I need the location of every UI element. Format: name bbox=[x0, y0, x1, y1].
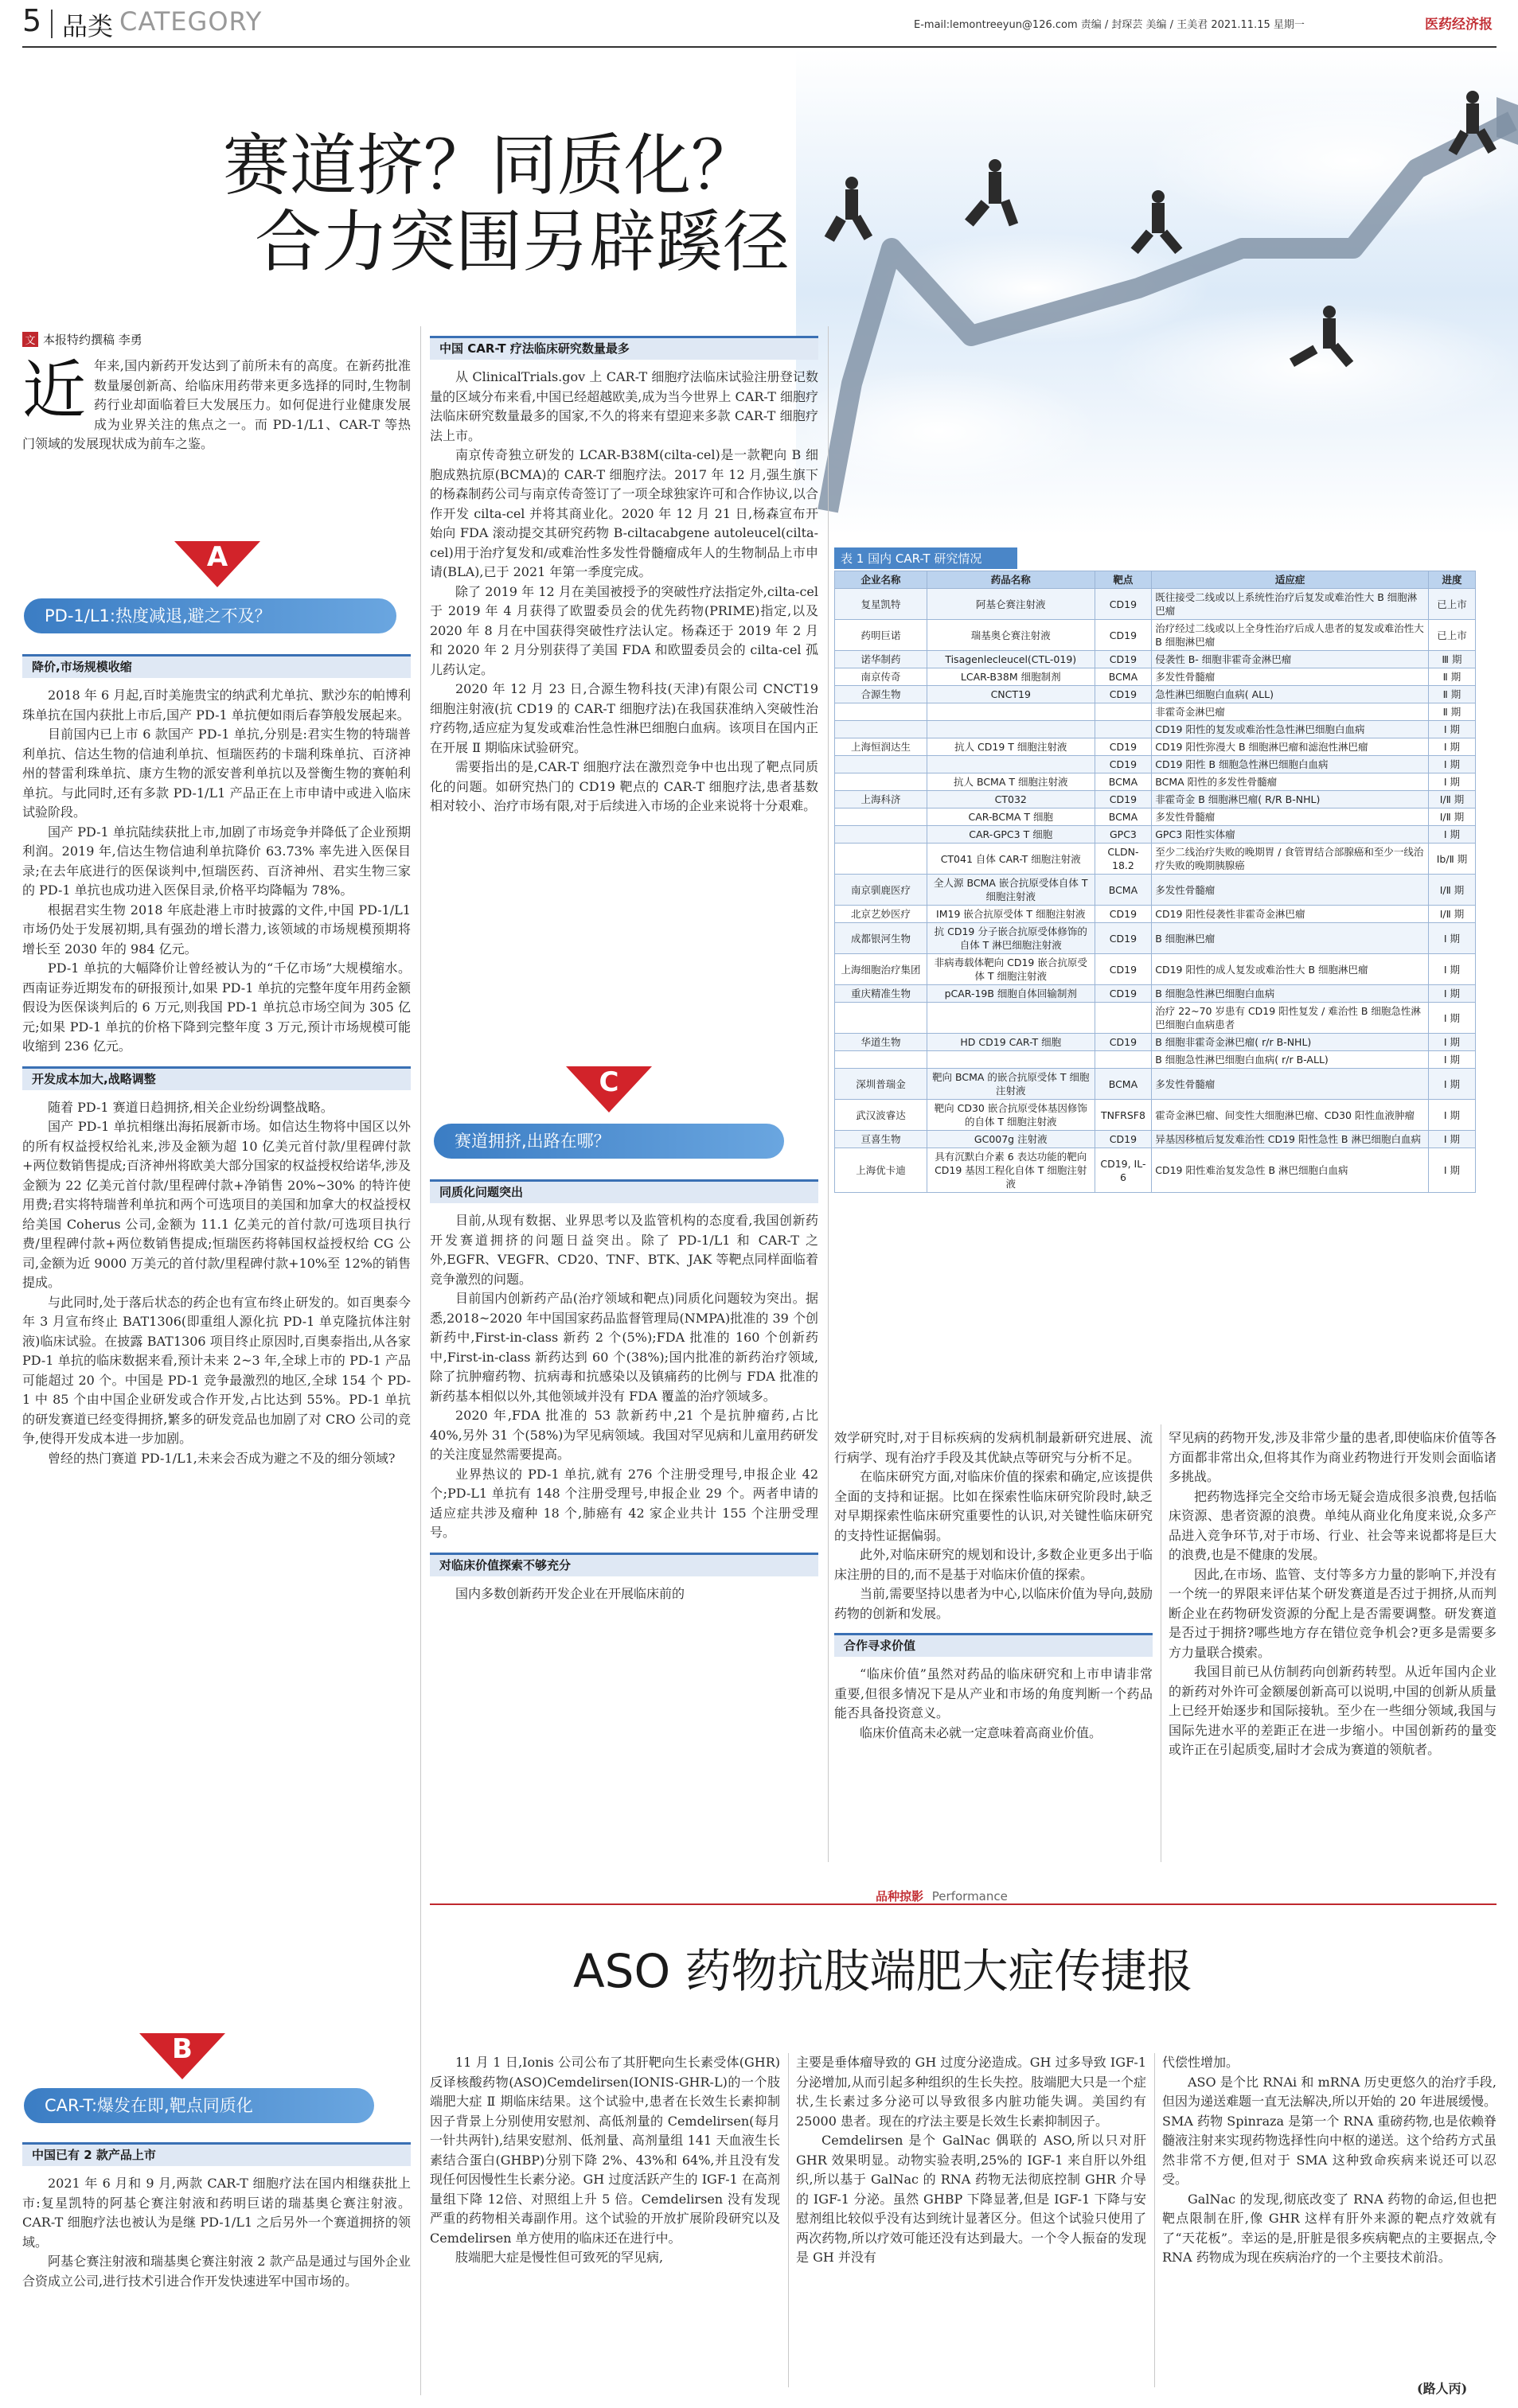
table-cell: pCAR-19B 细胞自体回输制剂 bbox=[927, 985, 1095, 1003]
paragraph: 除了 2019 年 12 月在美国被授予的突破性疗法指定外,cilta-cel 于 2019 年 4 月获得了欧盟委员会的优先药物(PRIME)指定,以及 2020 年 8 月在中国获得突破性疗法认定。杨森还于 2019 年 2 月和 2020 年 2 月分别获得了美国 FDA 和欧盟委员会的 cilta-cel 孤儿药认定。 bbox=[430, 583, 818, 677]
table-cell: 上海科济 bbox=[835, 791, 927, 809]
table-cell bbox=[835, 844, 927, 875]
section-name-cn: 品类 bbox=[62, 11, 114, 41]
headline bbox=[223, 127, 939, 280]
table-cell bbox=[1095, 1003, 1152, 1034]
table-cell bbox=[927, 1051, 1095, 1069]
table-cell: 多发性骨髓瘤 bbox=[1152, 668, 1429, 686]
paragraph: GalNac 的发现,彻底改变了 RNA 药物的命运,但也把靶点限制在肝,像 GHR 这样有肝外来源的靶点疗效就有了“天花板”。幸运的是,肝脏是很多疾病靶点的主要据点,令 RNA 药物成为现在疾病治疗的一个主要技术前沿。 bbox=[1162, 2191, 1497, 2265]
table-cell: 多发性骨髓瘤 bbox=[1152, 1069, 1429, 1100]
column-1 bbox=[22, 645, 411, 1862]
table-cell: 抗 CD19 分子嵌合抗原受体修饰的自体 T 淋巴细胞注射液 bbox=[927, 923, 1095, 954]
table-cell: CD19, IL-6 bbox=[1095, 1148, 1152, 1193]
table-cell: 靶向 BCMA 的嵌合抗原受体 T 细胞注射液 bbox=[927, 1069, 1095, 1100]
paragraph: 阿基仑赛注射液和瑞基奥仑赛注射液 2 款产品是通过与国外企业合资成立公司,进行技术引进合作开发快速进军中国市场的。 bbox=[22, 2254, 411, 2289]
paragraph: 曾经的热门赛道 PD-1/L1,未来会否成为避之不及的细分领域? bbox=[48, 1450, 396, 1466]
aso-headline: ASO 药物抗肢端肥大症传捷报 bbox=[573, 1944, 1193, 1998]
table-cell: CT041 自体 CAR-T 细胞注射液 bbox=[927, 844, 1095, 875]
table-cell: CD19 bbox=[1095, 954, 1152, 985]
table-cell: Ⅰ 期 bbox=[1428, 738, 1475, 756]
aso-tag bbox=[876, 1888, 1008, 1904]
table-cell bbox=[1095, 703, 1152, 721]
paragraph: 我国目前已从仿制药向创新药转型。从近年国内企业的新药对外许可金额屡创新高可以说明,中国的创新从质量上已经开始逐步和国际接轨。至少在一些细分领域,我国与国际先进水平的差距正在进一步缩小。中国创新药的量变或许正在引起质变,届时才会成为赛道的领航者。 bbox=[1169, 1664, 1497, 1757]
byline-text: 本报特约撰稿 李勇 bbox=[43, 333, 142, 347]
table-cell: GPC3 阳性实体瘤 bbox=[1152, 826, 1429, 844]
table-cell: 既往接受二线或以上系统性治疗后复发或难治性大 B 细胞淋巴瘤 bbox=[1152, 589, 1429, 620]
table-cell: Ⅱ 期 bbox=[1428, 668, 1475, 686]
table-body bbox=[835, 589, 1476, 1193]
table-cell: Ⅰ 期 bbox=[1428, 1034, 1475, 1051]
column-2-lower bbox=[430, 1170, 818, 1886]
table-cell: Ⅰ 期 bbox=[1428, 1051, 1475, 1069]
aso-author: (路人丙) bbox=[1417, 2381, 1468, 2396]
table-cell: CD19 阳性侵袭性非霍奇金淋巴瘤 bbox=[1152, 906, 1429, 923]
paragraph: 2020 年,FDA 批准的 53 款新药中,21 个是抗肿瘤药,占比 40%,另外 31 个(58%)为罕见病领域。我国对罕见病和儿童用药研发的关注度显然需要提高。 bbox=[430, 1408, 818, 1462]
table-cell: GC007g 注射液 bbox=[927, 1131, 1095, 1148]
column-1-lower bbox=[22, 2133, 411, 2395]
table-cell: CD19 bbox=[1095, 738, 1152, 756]
table-cell: Ⅰ 期 bbox=[1428, 1100, 1475, 1131]
table-cell: 合源生物 bbox=[835, 686, 927, 703]
paragraph: 业界热议的 PD-1 单抗,就有 276 个注册受理号,申报企业 42 个;PD-L1 单抗有 148 个注册受理号,申报企业 29 个。两者申请的适应症共涉及瘤种 18 个,肺癌有 42 家企业共计 155 个注册受理号。 bbox=[430, 1466, 818, 1540]
table-cell: CD19 阳性的复发或难治性急性淋巴细胞白血病 bbox=[1152, 721, 1429, 738]
table-cell: CD19 bbox=[1095, 1034, 1152, 1051]
table-cell: 瑞基奥仑赛注射液 bbox=[927, 620, 1095, 651]
table-cell: CD19 阳性 B 细胞急性淋巴细胞白血病 bbox=[1152, 756, 1429, 773]
paragraph: 随着 PD-1 赛道日趋拥挤,相关企业纷纷调整战略。 bbox=[48, 1099, 334, 1115]
paragraph: 需要指出的是,CAR-T 细胞疗法在激烈竞争中也出现了靶点同质化的问题。如研究热门的 CD19 靶点的 CAR-T 细胞疗法,患者基数相对较小、治疗市场有限,对于后续进入市场的企业来说将十分艰难。 bbox=[430, 759, 818, 813]
car-t-table bbox=[834, 547, 1476, 1193]
column-rule bbox=[828, 326, 829, 1862]
table-cell: CD19 bbox=[1095, 651, 1152, 668]
table-cell: 已上市 bbox=[1428, 589, 1475, 620]
lead-paragraph bbox=[22, 353, 411, 454]
paragraph: 效学研究时,对于目标疾病的发病机制最新研究进展、流行病学、现有治疗手段及其优缺点等研究与分析不足。 bbox=[834, 1430, 1153, 1465]
table-cell: CNCT19 bbox=[927, 686, 1095, 703]
table-cell bbox=[835, 1051, 927, 1069]
paragraph: Cemdelirsen 是个 GalNac 偶联的 ASO,所以只对肝 GHR 效果明显。动物实验表明,25%的 IGF-1 来自肝以外组织,所以基于 GalNac 的 RNA 药物无法彻底控制 GHR 介导的 IGF-1 分泌。虽然 GHBP 下降显著,但是 IGF-1 下降与安慰剂组比较似乎没有达到统计显著区分。但这个试验只使用了两次药物,所以疗效可能还没有达到最大。一个令人振奋的发现是 GH 并没有 bbox=[796, 2133, 1146, 2265]
paragraph: 临床价值高未必就一定意味着高商业价值。 bbox=[860, 1724, 1102, 1740]
table-cell: 重庆精准生物 bbox=[835, 985, 927, 1003]
section-b-bar: CAR-T:爆发在即,靶点同质化 bbox=[24, 2088, 374, 2123]
table-row bbox=[835, 923, 1476, 954]
aso-column-3 bbox=[1162, 2053, 1497, 2371]
table-cell: HD CD19 CAR-T 细胞 bbox=[927, 1034, 1095, 1051]
table-cell: Ⅰ 期 bbox=[1428, 1148, 1475, 1193]
table-cell: 非霍奇金 B 细胞淋巴瘤( R/R B-NHL) bbox=[1152, 791, 1429, 809]
table-cell bbox=[927, 703, 1095, 721]
section-c-bar: 赛道拥挤,出路在哪？ bbox=[434, 1124, 784, 1159]
paragraph: 因此,在市场、监管、支付等多方力量的影响下,并没有一个统一的界限来评估某个研发赛道是否过于拥挤,从而判断企业在药物研发资源的分配上是否需要调整。研发赛道是否过于拥挤?哪些地方存在错位竞争机会?更多是需要多方力量联合摸索。 bbox=[1169, 1566, 1497, 1660]
table-cell bbox=[927, 756, 1095, 773]
table-header-cell: 靶点 bbox=[1095, 571, 1152, 589]
aso-column-2 bbox=[796, 2053, 1146, 2387]
drop-cap: 近 bbox=[22, 353, 86, 427]
table-row bbox=[835, 844, 1476, 875]
table-cell: 上海优卡迪 bbox=[835, 1148, 927, 1193]
table-row bbox=[835, 1131, 1476, 1148]
table-row bbox=[835, 954, 1476, 985]
table-cell: CD19 bbox=[1095, 923, 1152, 954]
table-row bbox=[835, 721, 1476, 738]
table-cell: CT032 bbox=[927, 791, 1095, 809]
table-cell: 深圳普瑞金 bbox=[835, 1069, 927, 1100]
paragraph: 目前国内已上市 6 款国产 PD-1 单抗,分别是:君实生物的特瑞普利单抗、信达生物的信迪利单抗、恒瑞医药的卡瑞利珠单抗、百济神州的替雷利珠单抗、康方生物的派安普利单抗以及誉衡生物的赛帕利单抗。与此同时,还有多款 PD-1/L1 产品正在上市申请中或进入临床试验阶段。 bbox=[22, 727, 411, 820]
table-header-row bbox=[835, 571, 1476, 589]
table-cell bbox=[835, 703, 927, 721]
table-cell bbox=[835, 809, 927, 826]
paragraph: PD-1 单抗的大幅降价让曾经被认为的“千亿市场”大规模缩水。西南证券近期发布的研报预计,如果 PD-1 单抗的完整年度年用药金额假设为医保谈判后的 6 万元,则我国 PD-1 单抗总市场空间为 305 亿元;如果 PD-1 单抗的价格下降到完整年度 3 万元,预计市场规模可能收缩到 236 亿元。 bbox=[22, 960, 411, 1054]
table-cell: CD19 bbox=[1095, 906, 1152, 923]
table-cell: Ⅰ/Ⅱ 期 bbox=[1428, 875, 1475, 906]
table-cell: TNFRSF8 bbox=[1095, 1100, 1152, 1131]
table-cell bbox=[835, 756, 927, 773]
table-row bbox=[835, 651, 1476, 668]
page-number: 5 bbox=[22, 3, 42, 38]
jumping-businessmen-image bbox=[796, 49, 1518, 535]
table-cell: 抗人 CD19 T 细胞注射液 bbox=[927, 738, 1095, 756]
table-cell: 上海恒润达生 bbox=[835, 738, 927, 756]
table-cell: 亘喜生物 bbox=[835, 1131, 927, 1148]
table-cell: 已上市 bbox=[1428, 620, 1475, 651]
table-cell: CLDN-18.2 bbox=[1095, 844, 1152, 875]
table-cell: CD19 bbox=[1095, 686, 1152, 703]
table-cell: BCMA bbox=[1095, 809, 1152, 826]
paragraph: 2020 年 12 月 23 日,合源生物科技(天津)有限公司 CNCT19 细胞注射液(抗 CD19 的 CAR-T 细胞疗法)在我国获准纳入突破性治疗药物,适应症为复发或难治性急性淋巴细胞白血病。该项目在国内正在开展 Ⅱ 期临床试验研究。 bbox=[430, 681, 818, 755]
table-cell: CD19 阳性弥漫大 B 细胞淋巴瘤和滤泡性淋巴瘤 bbox=[1152, 738, 1429, 756]
table-cell: Ⅰ 期 bbox=[1428, 756, 1475, 773]
table-cell: Ⅲ 期 bbox=[1428, 651, 1475, 668]
table-cell: 异基因移植后复发难治性 CD19 阳性急性 B 淋巴细胞白血病 bbox=[1152, 1131, 1429, 1148]
table-header-cell: 企业名称 bbox=[835, 571, 927, 589]
headline-line-2: 合力突围另辟蹊径 bbox=[255, 203, 790, 281]
table-cell: CD19 bbox=[1095, 985, 1152, 1003]
table-cell: CD19 bbox=[1095, 756, 1152, 773]
table-cell: 非霍奇金淋巴瘤 bbox=[1152, 703, 1429, 721]
table-cell: BCMA bbox=[1095, 1069, 1152, 1100]
paragraph: 此外,对临床研究的规划和设计,多数企业更多出于临床注册的目的,而不是基于对临床价值的探索。 bbox=[834, 1547, 1153, 1582]
subhead-china-most-trials: 中国 CAR-T 疗法临床研究数量最多 bbox=[430, 336, 818, 360]
aso-column-1 bbox=[430, 2053, 780, 2387]
table-cell: 华道生物 bbox=[835, 1034, 927, 1051]
table-cell: Ⅰ/Ⅱ 期 bbox=[1428, 906, 1475, 923]
table-cell: 阿基仑赛注射液 bbox=[927, 589, 1095, 620]
table-cell: CD19 bbox=[1095, 1131, 1152, 1148]
table-cell: Ⅰ/Ⅱ 期 bbox=[1428, 791, 1475, 809]
paragraph: 11 月 1 日,Ionis 公司公布了其肝靶向生长素受体(GHR)反译核酸药物(ASO)Cemdelirsen(IONIS-GHR-L)的一个肢端肥大症 Ⅱ 期临床结果。这个试验中,患者在长效生长素抑制因子背景上分别使用安慰剂、高低剂量的 Cemdelirsen(每月一针共两针),结果安慰剂、低剂量、高剂量组 141 天血液生长素结合蛋白(GHBP)分别下降 2%、43%和 64%,并且没有发现任何因慢性生长素分泌。GH 过度活跃产生的 IGF-1 在高剂量组下降 12倍、对照组上升 5 倍。Cemdelirsen 没有发现严重的药物相关毒副作用。这个试验的开放扩展阶段研究以及 Cemdelirsen 单方使用的临床还在进行中。 bbox=[430, 2055, 780, 2246]
paragraph: 代偿性增加。 bbox=[1162, 2055, 1239, 2070]
paragraph: 罕见病的药物开发,涉及非常少量的患者,即使临床价值等各方面都非常出众,但将其作为商业药物进行开发则会面临诸多挑战。 bbox=[1169, 1430, 1497, 1484]
byline bbox=[22, 331, 142, 348]
table-cell: 抗人 BCMA T 细胞注射液 bbox=[927, 773, 1095, 791]
table-cell bbox=[835, 1003, 927, 1034]
table-cell: 药明巨诺 bbox=[835, 620, 927, 651]
subhead-homogenization: 同质化问题突出 bbox=[430, 1179, 818, 1203]
table-title: 表 1 国内 CAR-T 研究情况 bbox=[834, 547, 1017, 569]
table-row bbox=[835, 906, 1476, 923]
table-cell: 靶向 CD30 嵌合抗原受体基因修饰的自体 T 细胞注射液 bbox=[927, 1100, 1095, 1131]
table-cell: BCMA bbox=[1095, 773, 1152, 791]
table-cell: 成都银河生物 bbox=[835, 923, 927, 954]
paper-name: 医药经济报 bbox=[1425, 17, 1493, 33]
table-cell: Ⅰ 期 bbox=[1428, 721, 1475, 738]
table-cell: 武汉波睿达 bbox=[835, 1100, 927, 1131]
aso-tag-cn: 品种掠影 bbox=[876, 1889, 924, 1903]
column-rule bbox=[420, 326, 421, 2395]
header-divider bbox=[51, 10, 53, 38]
table-row bbox=[835, 1100, 1476, 1131]
paragraph: 与此同时,处于落后状态的药企也有宣布终止研发的。如百奥泰今年 3 月宣布终止 BAT1306(即重组人源化抗 PD-1 单克隆抗体注射液)临床试验。在披露 BAT1306 项目终止原因时,百奥泰指出,从各家 PD-1 单抗的临床数据来看,预计未来 2~3 年,全球上市的 PD-1 产品可能超过 20 个。中国是 PD-1 竞争最激烈的地区,全球 154 个 PD-1 中 85 个由中国企业研发或合作开发,占比达到 55%。PD-1 单抗的研发赛道已经变得拥挤,繁多的研发竞品也加剧了对 CRO 公司的竞争,使得开发成本进一步加剧。 bbox=[22, 1294, 411, 1446]
table-cell: 上海细胞治疗集团 bbox=[835, 954, 927, 985]
paragraph: 目前国内创新药产品(治疗领域和靶点)同质化问题较为突出。据悉,2018~2020 年中国国家药品监督管理局(NMPA)批准的 39 个创新药中,First-in-class 新药 2 个(5%);FDA 批准的 160 个创新药中,First-in-class 新药达到 60 个(38%);国内批准的新药治疗领域,除了抗肿瘤药物、抗病毒和抗感染以及镇痛药的比例与 FDA 批准的新药基本相似以外,其他领域并没有 FDA 覆盖的治疗领域多。 bbox=[430, 1291, 818, 1404]
table-row bbox=[835, 875, 1476, 906]
table-cell: Ⅱ 期 bbox=[1428, 686, 1475, 703]
table-cell: Ⅰ 期 bbox=[1428, 954, 1475, 985]
table-row bbox=[835, 756, 1476, 773]
paragraph: 国内多数创新药开发企业在开展临床前的 bbox=[455, 1585, 685, 1601]
paragraph: ASO 是个比 RNAi 和 mRNA 历史更悠久的治疗手段,但因为递送难题一直无法解决,所以开始的 20 年进展缓慢。SMA 药物 Spinraza 是第一个 RNA 重磅药物,也是依赖脊髓液注射来实现药物选择性向中枢的递送。这个给药方式虽然非常不方便,但对于 SMA 这种致命疾病来说还可以忍受。 bbox=[1162, 2074, 1497, 2187]
subhead-cost-strategy: 开发成本加大,战略调整 bbox=[22, 1066, 411, 1090]
paragraph: 目前,从现有数据、业界思考以及监管机构的态度看,我国创新药开发赛道拥挤的问题日益突出。除了 PD-1/L1 和 CAR-T 之外,EGFR、VEGFR、CD20、TNF、BTK、JAK 等靶点同样面临着竞争激烈的问题。 bbox=[430, 1213, 818, 1287]
table-row bbox=[835, 773, 1476, 791]
table-row bbox=[835, 738, 1476, 756]
table-cell: 南京驯鹿医疗 bbox=[835, 875, 927, 906]
table-cell: Ⅱ 期 bbox=[1428, 703, 1475, 721]
table-cell: 治疗 22~70 岁患有 CD19 阳性复发 / 难治性 B 细胞急性淋巴细胞白血病患者 bbox=[1152, 1003, 1429, 1034]
table-header-cell: 药品名称 bbox=[927, 571, 1095, 589]
column-3 bbox=[834, 1428, 1153, 1874]
table-cell: 诺华制药 bbox=[835, 651, 927, 668]
paragraph: 2021 年 6 月和 9 月,两款 CAR-T 细胞疗法在国内相继获批上市:复星凯特的阿基仑赛注射液和药明巨诺的瑞基奥仑赛注射液。CAR-T 细胞疗法也被认为是继 PD-1/L1 之后另外一个赛道拥挤的领域。 bbox=[22, 2176, 411, 2250]
section-a-letter: A bbox=[206, 541, 228, 573]
paragraph: 根据君实生物 2018 年底赴港上市时披露的文件,中国 PD-1/L1 市场仍处于发展初期,具有强劲的增长潜力,该领域的市场规模预期将增长至 2030 年的 984 亿元。 bbox=[22, 902, 411, 957]
table-cell: 至少二线治疗失败的晚期胃 / 食管胃结合部腺癌和至少一线治疗失败的晚期胰腺癌 bbox=[1152, 844, 1429, 875]
page-header bbox=[0, 0, 1518, 49]
table-row bbox=[835, 589, 1476, 620]
table-cell: 北京艺妙医疗 bbox=[835, 906, 927, 923]
table-row bbox=[835, 826, 1476, 844]
table-cell: 南京传奇 bbox=[835, 668, 927, 686]
table-row bbox=[835, 1148, 1476, 1193]
table-cell: CD19 阳性难治复发急性 B 淋巴细胞白血病 bbox=[1152, 1148, 1429, 1193]
table-cell: Ⅰ 期 bbox=[1428, 985, 1475, 1003]
table-row bbox=[835, 703, 1476, 721]
section-b-letter: B bbox=[172, 2033, 193, 2065]
table-cell bbox=[835, 826, 927, 844]
table-cell: Ⅰ 期 bbox=[1428, 1069, 1475, 1100]
header-info: E-mail:lemontreeyun@126.com 责编 / 封琛芸 美编 / 王美君 2021.11.15 星期一 bbox=[914, 19, 1305, 31]
table-cell: B 细胞急性淋巴细胞白血病 bbox=[1152, 985, 1429, 1003]
lead-text: 年来,国内新药开发达到了前所未有的高度。在新药批准数量屡创新高、给临床用药带来更多选择的同时,生物制药行业却面临着巨大发展压力。如何促进行业健康发展成为业界关注的焦点之一。而 PD-1/L1、CAR-T 等热门领域的发展现状成为前车之鉴。 bbox=[22, 358, 411, 451]
table-row bbox=[835, 686, 1476, 703]
table-cell: 治疗经过二线或以上全身性治疗后成人患者的复发或难治性大 B 细胞淋巴瘤 bbox=[1152, 620, 1429, 651]
table bbox=[834, 571, 1476, 1193]
table-cell: Ⅰ 期 bbox=[1428, 1003, 1475, 1034]
table-row bbox=[835, 1069, 1476, 1100]
table-cell: CD19 bbox=[1095, 589, 1152, 620]
table-cell: BCMA 阳性的多发性骨髓瘤 bbox=[1152, 773, 1429, 791]
column-rule bbox=[788, 2053, 789, 2387]
table-cell: CD19 阳性的成人复发或难治性大 B 细胞淋巴瘤 bbox=[1152, 954, 1429, 985]
table-cell bbox=[927, 1003, 1095, 1034]
table-cell: IM19 嵌合抗原受体 T 细胞注射液 bbox=[927, 906, 1095, 923]
table-row bbox=[835, 1034, 1476, 1051]
section-a-bar: PD-1/L1:热度减退,避之不及？ bbox=[24, 598, 396, 633]
table-cell: 侵袭性 B- 细胞非霍奇金淋巴瘤 bbox=[1152, 651, 1429, 668]
headline-line-1: 赛道挤？同质化？ bbox=[223, 127, 759, 205]
column-2 bbox=[430, 326, 818, 1042]
table-cell: B 细胞淋巴瘤 bbox=[1152, 923, 1429, 954]
table-cell: Ⅰ 期 bbox=[1428, 826, 1475, 844]
table-row bbox=[835, 1003, 1476, 1034]
table-cell: GPC3 bbox=[1095, 826, 1152, 844]
table-cell: CD19 bbox=[1095, 620, 1152, 651]
table-cell: 急性淋巴细胞白血病( ALL) bbox=[1152, 686, 1429, 703]
table-cell: LCAR-B38M 细胞制剂 bbox=[927, 668, 1095, 686]
table-cell: B 细胞急性淋巴细胞白血病( r/r B-ALL) bbox=[1152, 1051, 1429, 1069]
table-cell: Ⅰ 期 bbox=[1428, 1131, 1475, 1148]
paragraph: “临床价值”虽然对药品的临床研究和上市申请非常重要,但很多情况下是从产业和市场的角度判断一个药品能否具备投资意义。 bbox=[834, 1666, 1153, 1720]
hero-illustration bbox=[796, 49, 1518, 535]
column-4 bbox=[1169, 1428, 1497, 1874]
table-cell: 全人源 BCMA 嵌合抗原受体自体 T 细胞注射液 bbox=[927, 875, 1095, 906]
paragraph: 当前,需要坚持以患者为中心,以临床价值为导向,鼓励药物的创新和发展。 bbox=[834, 1586, 1153, 1621]
table-cell: Ⅰb/Ⅱ 期 bbox=[1428, 844, 1475, 875]
subhead-cooperation: 合作寻求价值 bbox=[834, 1633, 1153, 1657]
header-rule bbox=[22, 46, 1497, 48]
table-row bbox=[835, 1051, 1476, 1069]
table-cell: 霍奇金淋巴瘤、间变性大细胞淋巴瘤、CD30 阳性血液肿瘤 bbox=[1152, 1100, 1429, 1131]
table-cell: Ⅰ 期 bbox=[1428, 773, 1475, 791]
table-row bbox=[835, 985, 1476, 1003]
table-row bbox=[835, 791, 1476, 809]
table-cell: BCMA bbox=[1095, 875, 1152, 906]
paragraph: 国产 PD-1 单抗陆续获批上市,加剧了市场竞争并降低了企业预期利润。2019 年,信达生物信迪利单抗降价 63.73% 率先进入医保目录;在去年底进行的医保谈判中,恒瑞医药、百济神州、君实生物三家的 PD-1 单抗也成功进入医保目录,价格平均降幅为 78%。 bbox=[22, 824, 411, 898]
table-cell: Tisagenlecleucel(CTL-019) bbox=[927, 651, 1095, 668]
table-cell bbox=[1095, 1051, 1152, 1069]
table-row bbox=[835, 620, 1476, 651]
table-cell: CAR-BCMA T 细胞 bbox=[927, 809, 1095, 826]
subhead-two-products: 中国已有 2 款产品上市 bbox=[22, 2142, 411, 2166]
table-cell: Ⅰ 期 bbox=[1428, 923, 1475, 954]
section-name-en: CATEGORY bbox=[119, 6, 263, 37]
paragraph: 国产 PD-1 单抗相继出海拓展新市场。如信达生物将中国区以外的所有权益授权给礼来,涉及金额为超 10 亿美元首付款/里程碑付款+两位数销售提成;百济神州将欧美大部分国家的权益授权给诺华,涉及金额为 22 亿美元首付款/里程碑付款+净销售 20%~30% 的特许使用费;君实将特瑞普利单抗和两个可选项目的美国和加拿大的权益授权给美国 Coherus 公司,金额为 11.1 亿美元的首付款/可选项目执行费/里程碑付款+两位数销售提成;恒瑞医药将韩国权益授权给 CG 公司,金额为近 9000 万美元的首付款/里程碑付款+10%至 12%的销售提成。 bbox=[22, 1119, 411, 1290]
paragraph: 2018 年 6 月起,百时美施贵宝的纳武利尤单抗、默沙东的帕博利珠单抗在国内获批上市后,国产 PD-1 单抗便如雨后春笋般发展起来。 bbox=[22, 688, 411, 723]
section-c-letter: C bbox=[599, 1066, 619, 1098]
table-cell: CAR-GPC3 T 细胞 bbox=[927, 826, 1095, 844]
paragraph: 把药物选择完全交给市场无疑会造成很多浪费,包括临床资源、患者资源的浪费。单纯从商业化角度来说,众多产品进入竞争环节,对于市场、行业、社会等来说都将是巨大的浪费,也是不健康的发展。 bbox=[1169, 1488, 1497, 1562]
table-cell bbox=[835, 721, 927, 738]
table-cell: 复星凯特 bbox=[835, 589, 927, 620]
table-cell bbox=[1095, 721, 1152, 738]
paragraph: 主要是垂体瘤导致的 GH 过度分泌造成。GH 过多导致 IGF-1 分泌增加,从而引起多种组织的生长失控。肢端肥大只是一个症状,生长素过多分泌可以导致很多内脏功能失调。美国约有 25000 患者。现在的疗法主要是长效生长素抑制因子。 bbox=[796, 2055, 1146, 2129]
table-header-cell: 进度 bbox=[1428, 571, 1475, 589]
table-row bbox=[835, 809, 1476, 826]
table-row bbox=[835, 668, 1476, 686]
table-cell bbox=[835, 773, 927, 791]
table-cell: 多发性骨髓瘤 bbox=[1152, 809, 1429, 826]
subhead-clinical-value: 对临床价值探索不够充分 bbox=[430, 1553, 818, 1576]
table-cell: 多发性骨髓瘤 bbox=[1152, 875, 1429, 906]
table-cell: CD19 bbox=[1095, 791, 1152, 809]
subhead-price-cut: 降价,市场规模收缩 bbox=[22, 654, 411, 678]
table-header-cell: 适应症 bbox=[1152, 571, 1429, 589]
column-rule bbox=[1154, 2053, 1155, 2387]
paragraph: 南京传奇独立研发的 LCAR-B38M(cilta-cel)是一款靶向 B 细胞成熟抗原(BCMA)的 CAR-T 细胞疗法。2017 年 12 月,强生旗下的杨森制药公司与南京传奇签订了一项全球独家许可和合作协议,以合作开发 cilta-cel 并将其商业化。2020 年 12 月 21 日,杨森宣布开始向 FDA 滚动提交其研究药物 B-ciltacabgene autoleucel(cilta-cel)用于治疗复发和/或难治性多发性骨髓瘤成年人的生物制品上市申请(BLA),已于 2021 年第一季度完成。 bbox=[430, 447, 818, 579]
table-cell: BCMA bbox=[1095, 668, 1152, 686]
table-cell: Ⅰ/Ⅱ 期 bbox=[1428, 809, 1475, 826]
table-cell: B 细胞非霍奇金淋巴瘤( r/r B-NHL) bbox=[1152, 1034, 1429, 1051]
table-cell bbox=[927, 721, 1095, 738]
byline-icon: 文 bbox=[22, 332, 38, 347]
paragraph: 从 ClinicalTrials.gov 上 CAR-T 细胞疗法临床试验注册登记数量的区域分布来看,中国已经超越欧美,成为当今世界上 CAR-T 细胞疗法临床研究数量最多的国家,不久的将来有望迎来多款 CAR-T 细胞疗法上市。 bbox=[430, 369, 818, 443]
table-cell: 具有沉默白介素 6 表达功能的靶向 CD19 基因工程化自体 T 细胞注射液 bbox=[927, 1148, 1095, 1193]
paragraph: 在临床研究方面,对临床价值的探索和确定,应该提供全面的支持和证据。比如在探索性临床研究阶段时,缺乏对早期探索性临床研究重要性的认识,对关键性临床研究的支持性证据偏弱。 bbox=[834, 1469, 1153, 1543]
aso-tag-en: Performance bbox=[931, 1889, 1008, 1903]
table-cell: 非病毒载体靶向 CD19 嵌合抗原受体 T 细胞注射液 bbox=[927, 954, 1095, 985]
paragraph: 肢端肥大症是慢性但可致死的罕见病, bbox=[455, 2250, 664, 2265]
